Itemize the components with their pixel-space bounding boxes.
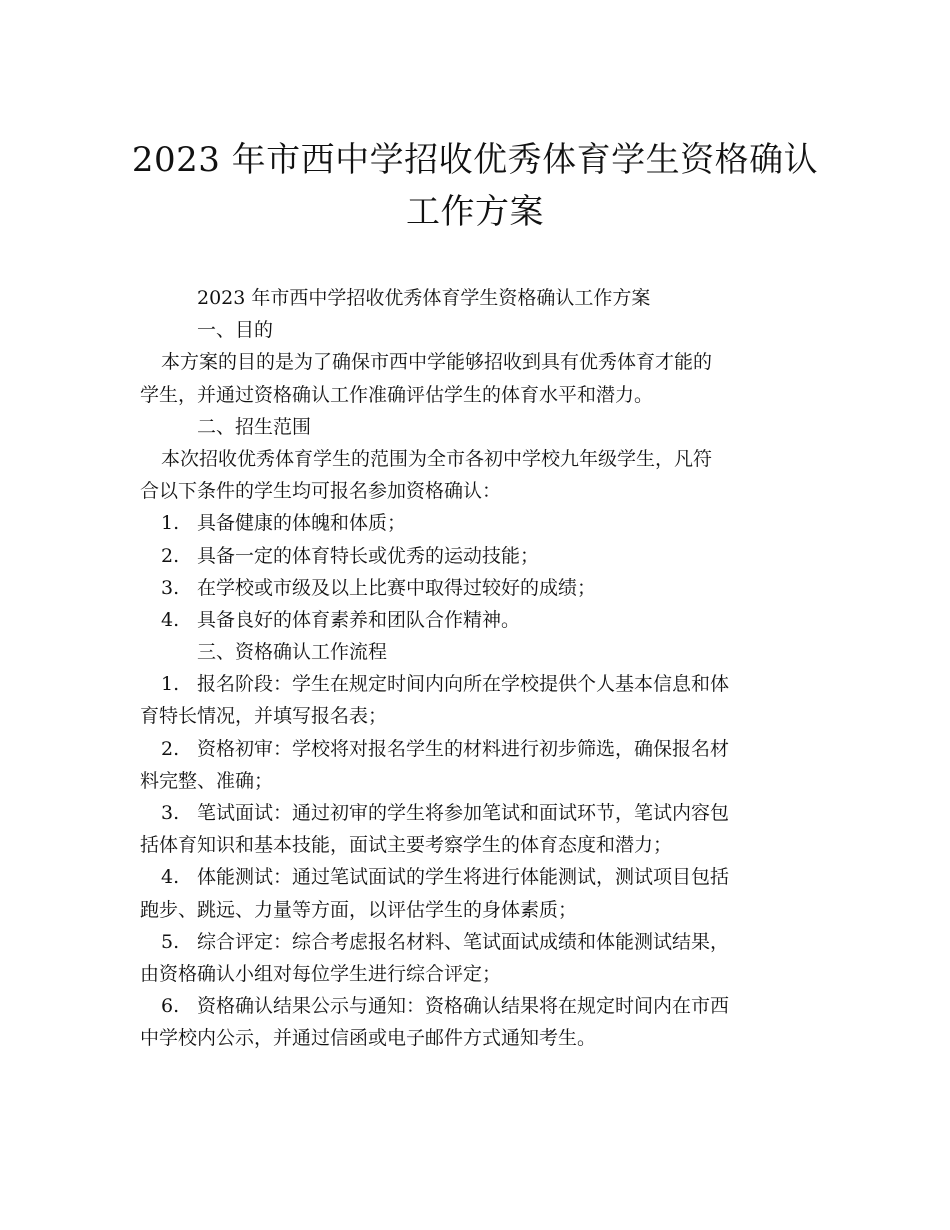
process-step-line-2: 育特长情况，并填写报名表；: [140, 705, 388, 728]
list-item-number: 3.: [161, 576, 180, 599]
list-item-text: 具备良好的体育素养和团队合作精神。: [197, 608, 521, 631]
list-item-text: 具备健康的体魄和体质；: [197, 512, 407, 535]
process-step-line-1: [140, 797, 808, 829]
process-step-text: 资格确认结果公示与通知：资格确认结果将在规定时间内在市西: [197, 995, 730, 1018]
paragraph-scope-line-1: 本次招收优秀体育学生的范围为全市各初中学校九年级学生，凡符: [161, 447, 713, 470]
process-step-number: 5.: [161, 930, 180, 953]
page-title-line-1: 2023 年市西中学招收优秀体育学生资格确认: [131, 140, 819, 180]
list-item-text: 在学校或市级及以上比赛中取得过较好的成绩；: [197, 576, 597, 599]
process-step-number: 6.: [161, 995, 180, 1018]
section-heading-scope: 二、招生范围: [197, 415, 312, 438]
process-step-text: 综合评定：综合考虑报名材料、笔试面试成绩和体能测试结果，: [197, 930, 730, 953]
process-step-text: 笔试面试：通过初审的学生将参加笔试和面试环节，笔试内容包: [197, 802, 730, 824]
process-step-line-1: [140, 733, 808, 765]
process-step-number: 2.: [161, 737, 180, 760]
list-item: [140, 507, 808, 539]
process-step-line-2: 由资格确认小组对每位学生进行综合评定；: [140, 962, 502, 985]
process-step-line-2: 括体育知识和基本技能，面试主要考察学生的体育态度和潜力；: [140, 834, 673, 857]
process-step-text: 资格初审：学校将对报名学生的材料进行初步筛选，确保报名材: [197, 737, 730, 760]
list-item-number: 1.: [161, 512, 180, 535]
document-body: [140, 282, 808, 1055]
process-step-line-1: [140, 861, 808, 893]
process-step-number: 3.: [161, 802, 180, 824]
process-step-text: 报名阶段：学生在规定时间内向所在学校提供个人基本信息和体: [197, 673, 730, 696]
process-step-number: 4.: [161, 866, 180, 889]
list-item-number: 4.: [161, 608, 180, 631]
list-item: [140, 572, 808, 604]
process-step-line-1: [140, 926, 808, 958]
process-step-line-1: [140, 668, 808, 700]
section-heading-purpose: 一、目的: [197, 319, 274, 342]
list-item-number: 2.: [161, 544, 180, 567]
list-item-text: 具备一定的体育特长或优秀的运动技能；: [197, 544, 540, 567]
page-title-line-2: 工作方案: [406, 192, 544, 232]
section-heading-process: 三、资格确认工作流程: [197, 641, 388, 664]
page-title: [120, 134, 830, 238]
list-item: [140, 540, 808, 572]
list-item: [140, 604, 808, 636]
process-step-text: 体能测试：通过笔试面试的学生将进行体能测试，测试项目包括: [197, 866, 730, 889]
paragraph-scope-line-2: 合以下条件的学生均可报名参加资格确认：: [140, 480, 502, 503]
document-subtitle: 2023 年市西中学招收优秀体育学生资格确认工作方案: [197, 287, 651, 309]
process-step-line-2: 料完整、准确；: [140, 769, 274, 792]
process-step-number: 1.: [161, 673, 180, 696]
paragraph-purpose-line-2: 学生，并通过资格确认工作准确评估学生的体育水平和潜力。: [140, 383, 654, 406]
paragraph-purpose-line-1: 本方案的目的是为了确保市西中学能够招收到具有优秀体育才能的: [161, 351, 713, 374]
process-step-line-2: 跑步、跳远、力量等方面，以评估学生的身体素质；: [140, 898, 578, 921]
process-step-line-1: [140, 990, 808, 1022]
process-step-line-2: 中学校内公示，并通过信函或电子邮件方式通知考生。: [140, 1027, 597, 1050]
